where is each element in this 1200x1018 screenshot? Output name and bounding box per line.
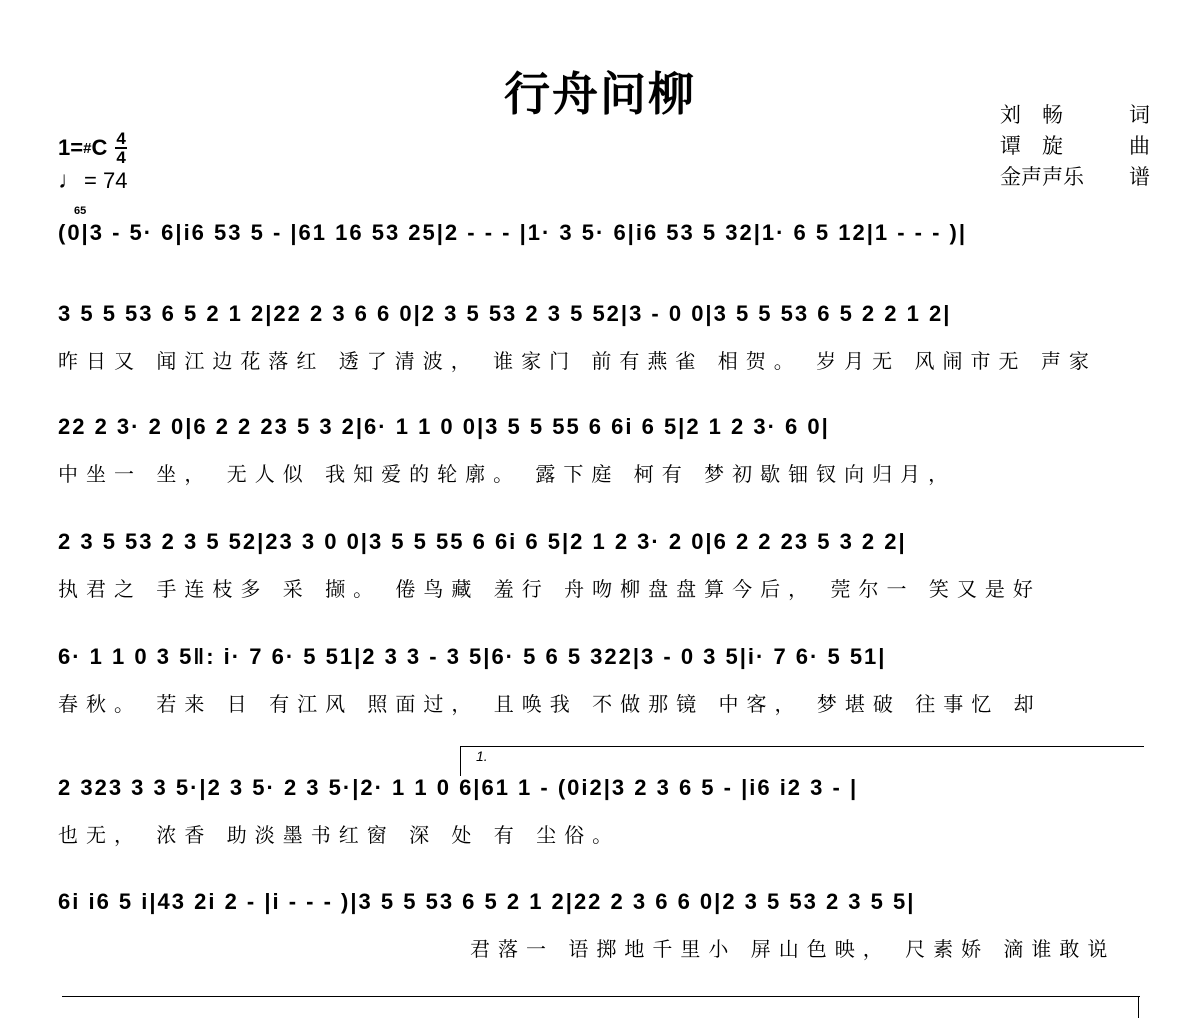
lyrics: 君落一 语掷地千里小 屏山色映， 尺素娇 滴谁敢说 [470,937,1116,961]
sharp-sign: # [83,139,92,157]
notation: 6i i6 5 i|43 2i 2 - |i - - - )|3 5 5 53 6 5 2 1 2|22 2 3 6 6 0|2 3 5 53 2 3 5 5| [58,889,916,914]
notation: 2 323 3 3 5·|2 3 5· 2 3 5·|2· 1 1 0 6|61 1 - (0i2|3 2 3 6 5 - |i6 i2 3 - | [58,775,859,800]
credit-role: 词 [1129,103,1150,127]
volta-label: 1. [476,748,488,764]
key-note: C [91,135,108,160]
credit-role: 谱 [1129,165,1150,189]
credit-name: 谭 旋 [1000,134,1063,158]
credits-block [1000,100,1150,193]
lyrics: 中坐一 坐， 无人似 我知爱的轮廓。 露下庭 柯有 梦初歇钿钗向归月， [58,462,957,486]
notation: 22 2 3· 2 0|6 2 2 23 5 3 2|6· 1 1 0 0|3 5 5 55 6 6i 6 5|2 1 2 3· 6 0| [58,414,830,439]
song-title: 行舟问柳 [504,67,696,121]
lyrics: 执君之 手连枝多 采 撷。 倦鸟藏 羞行 舟吻柳盘盘算今后， 莞尔一 笑又是好 [58,577,1041,601]
next-system-frame [62,996,1140,997]
lyrics: 昨日又 闻江边花落红 透了清波， 谁家门 前有燕雀 相贺。 岁月无 风闹市无 声家 [58,349,1097,373]
credit-transcriber [1000,162,1150,193]
time-signature [115,130,126,166]
key-signature [58,128,127,168]
lyrics: 春秋。 若来 日 有江风 照面过， 且唤我 不做那镜 中客， 梦堪破 往事忆 却 [58,692,1042,716]
notation: 6· 1 1 0 3 5‖: i· 7 6· 5 51|2 3 3 - 3 5|6· 5 6 5 322|3 - 0 3 5|i· 7 6· 5 51| [58,644,887,669]
key-prefix: 1= [58,135,84,160]
credit-name: 刘 畅 [1000,103,1063,127]
quarter-note-icon: ♩ [58,167,82,194]
lyrics: 也无， 浓香 助淡墨书红窗 深 处 有 尘俗。 [58,823,621,847]
notation: 3 5 5 53 6 5 2 1 2|22 2 3 6 6 0|2 3 5 53 2 3 5 52|3 - 0 0|3 5 5 53 6 5 2 2 1 2| [58,301,952,326]
meter-top: 4 [116,129,126,148]
meter-bottom: 4 [116,148,126,167]
notation: 2 3 5 53 2 3 5 52|23 3 0 0|3 5 5 55 6 6i 6 5|2 1 2 3· 2 0|6 2 2 23 5 3 2 2| [58,529,907,554]
credit-role: 曲 [1129,134,1150,158]
volta-bracket [460,746,1144,747]
grace-note-mark: 65 [74,205,87,217]
tempo-value: = 74 [84,168,128,193]
volta-bracket-edge [460,746,461,776]
credit-lyricist [1000,100,1150,131]
next-system-frame-edge [1138,996,1139,1018]
credit-composer [1000,131,1150,162]
tempo-marking [58,168,127,194]
credit-name: 金声声乐 [1000,165,1084,189]
notation: (0|3 - 5· 6|i6 53 5 - |61 16 53 25|2 - - - |1· 3 5· 6|i6 53 5 32|1· 6 5 12|1 - - - )| [58,220,967,245]
